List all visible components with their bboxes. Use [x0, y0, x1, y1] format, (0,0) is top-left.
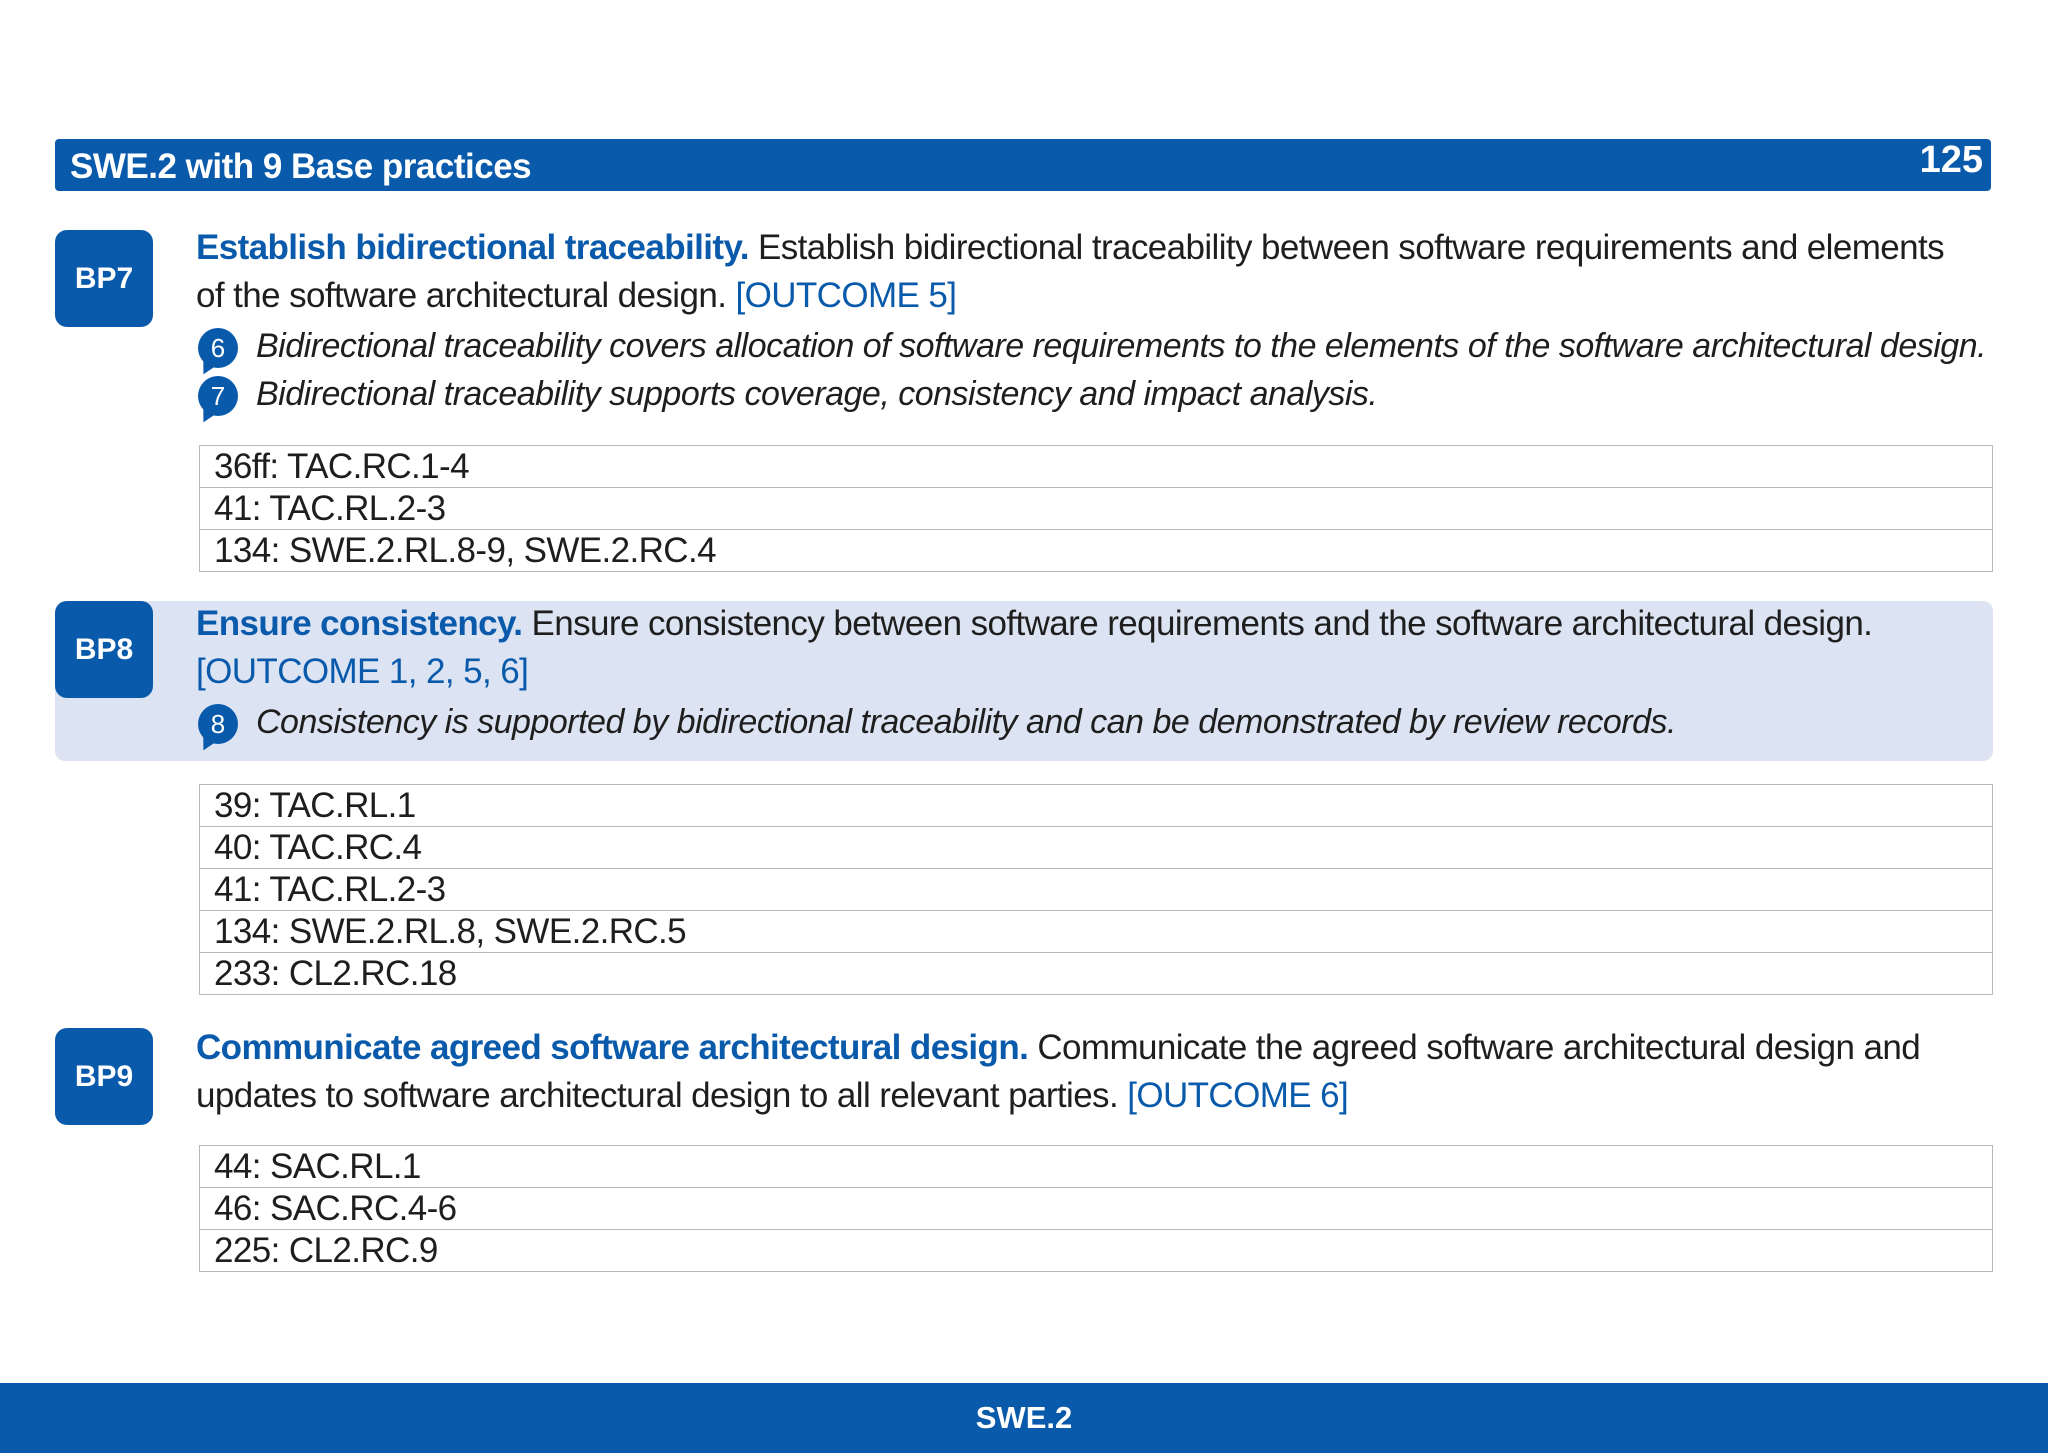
note-8 — [196, 698, 1996, 746]
table-row — [200, 827, 1993, 869]
bp7-badge: BP7 — [55, 230, 153, 327]
reference-cell: 36ff: TAC.RC.1-4 — [200, 446, 1993, 488]
reference-cell: 44: SAC.RL.1 — [200, 1146, 1993, 1188]
table-row — [200, 911, 1993, 953]
bp9-badge: BP9 — [55, 1028, 153, 1125]
table-row — [200, 953, 1993, 995]
table-row — [200, 869, 1993, 911]
note-number: 7 — [198, 376, 238, 416]
reference-cell: 40: TAC.RC.4 — [200, 827, 1993, 869]
table-row — [200, 785, 1993, 827]
note-number: 6 — [198, 328, 238, 368]
reference-cell: 39: TAC.RL.1 — [200, 785, 1993, 827]
note-6 — [196, 322, 1996, 370]
table-row — [200, 1230, 1993, 1272]
bp9-description — [196, 1024, 1976, 1120]
page-title: SWE.2 with 9 Base practices — [70, 147, 532, 186]
bp9-reference-table — [199, 1145, 1993, 1272]
note-text: Bidirectional traceability supports coverage, consistency and impact analysis. — [256, 375, 1378, 413]
bp8-outcome: [OUTCOME 1, 2, 5, 6] — [196, 652, 529, 691]
note-text: Consistency is supported by bidirectional traceability and can be demonstrated by review records. — [256, 703, 1676, 741]
reference-cell: 134: SWE.2.RL.8, SWE.2.RC.5 — [200, 911, 1993, 953]
reference-cell: 233: CL2.RC.18 — [200, 953, 1993, 995]
table-row — [200, 530, 1993, 572]
bp8-badge: BP8 — [55, 601, 153, 698]
reference-cell: 41: TAC.RL.2-3 — [200, 869, 1993, 911]
reference-cell: 46: SAC.RC.4-6 — [200, 1188, 1993, 1230]
bp8-description — [196, 600, 1976, 696]
bp7-title: Establish bidirectional traceability. — [196, 228, 749, 267]
bp9-title: Communicate agreed software architectural design. — [196, 1028, 1029, 1067]
bp9-outcome: [OUTCOME 6] — [1127, 1076, 1349, 1115]
bp7-description — [196, 224, 1976, 320]
footer-label: SWE.2 — [975, 1400, 1073, 1435]
table-row — [200, 1146, 1993, 1188]
reference-cell: 134: SWE.2.RL.8-9, SWE.2.RC.4 — [200, 530, 1993, 572]
note-7 — [196, 370, 1996, 418]
page-footer — [0, 1383, 2048, 1453]
page-number: 125 — [1919, 139, 1983, 181]
note-number: 8 — [198, 704, 238, 744]
bp8-reference-table — [199, 784, 1993, 995]
bp9-text: Communicate the agreed software architectural design and updates to software architectural design to all relevant parties. — [196, 1028, 1921, 1115]
table-row — [200, 1188, 1993, 1230]
reference-cell: 41: TAC.RL.2-3 — [200, 488, 1993, 530]
table-row — [200, 446, 1993, 488]
bp8-text: Ensure consistency between software requirements and the software architectural design. — [522, 604, 1873, 643]
note-text: Bidirectional traceability covers allocation of software requirements to the elements of the software architectural design. — [256, 327, 1987, 365]
bp7-reference-table — [199, 445, 1993, 572]
table-row — [200, 488, 1993, 530]
reference-cell: 225: CL2.RC.9 — [200, 1230, 1993, 1272]
bp7-text: Establish bidirectional traceability between software requirements and elements of the software architectural design. — [196, 228, 1945, 315]
bp8-title: Ensure consistency. — [196, 604, 523, 643]
page-header — [55, 139, 1991, 191]
bp7-outcome: [OUTCOME 5] — [735, 276, 957, 315]
